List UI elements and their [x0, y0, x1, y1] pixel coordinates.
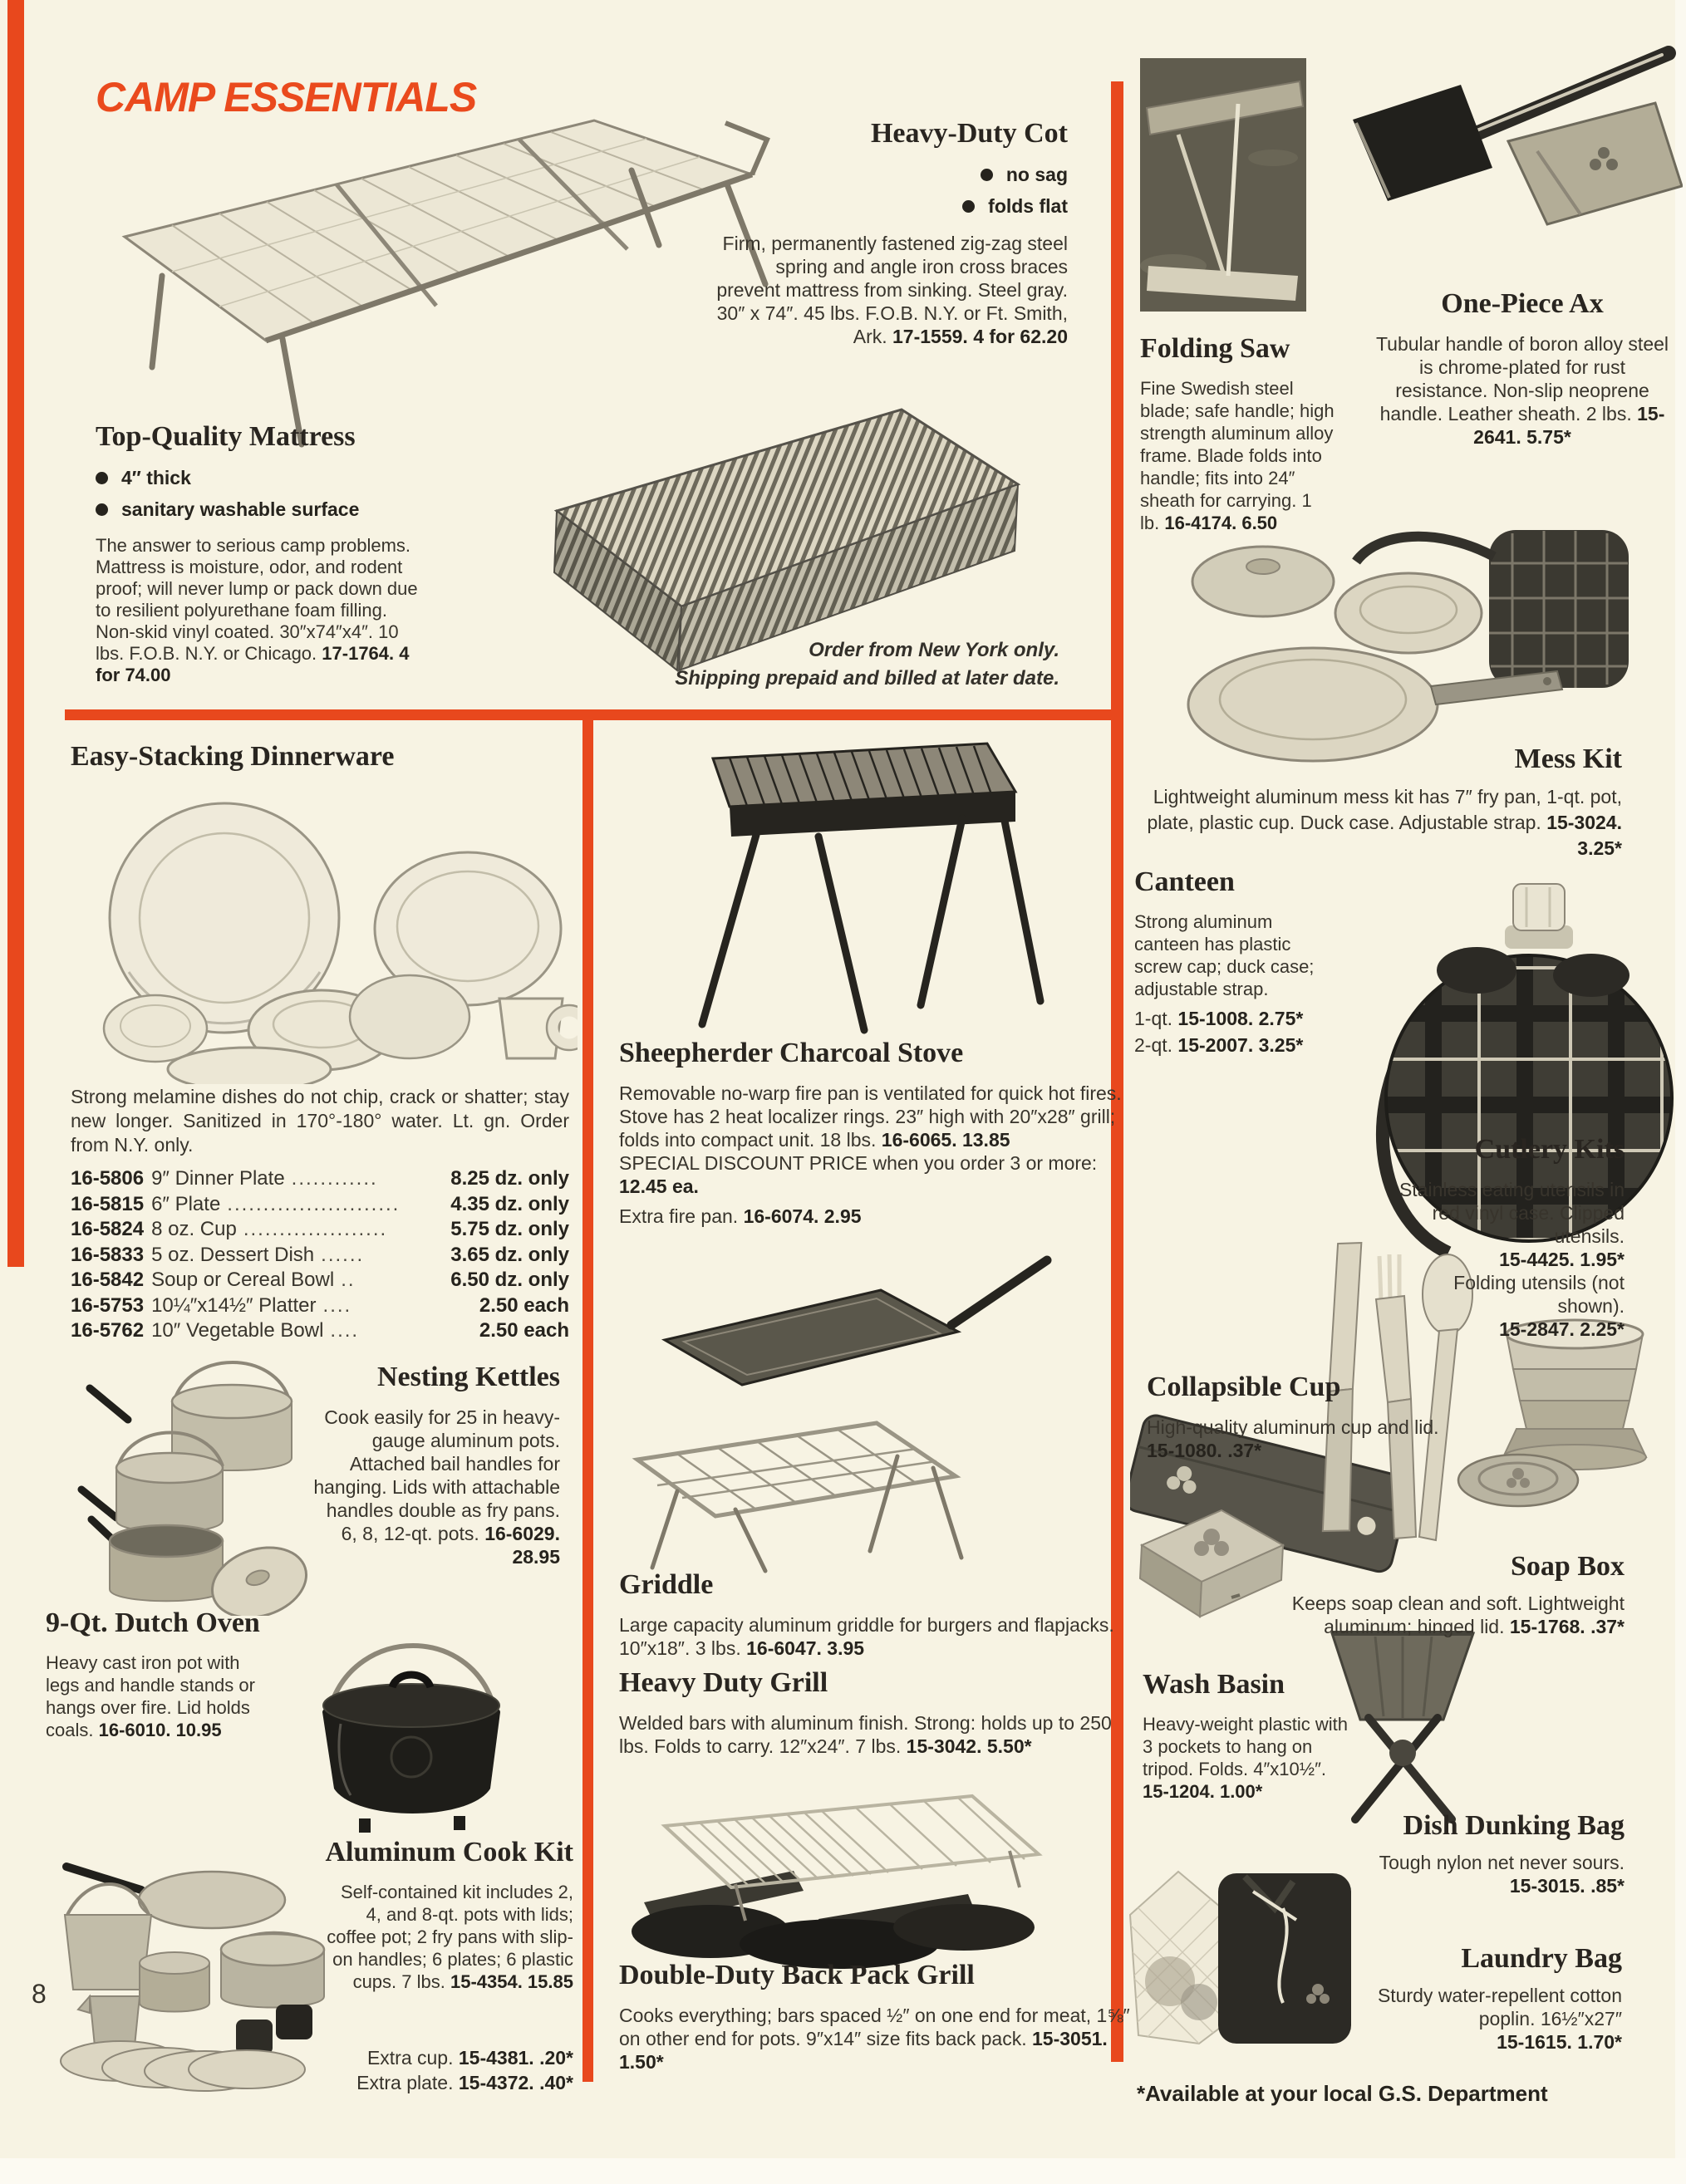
section-soap-box	[1288, 1552, 1625, 1638]
item-code-line: 15-2847. 2.25*	[1499, 1318, 1625, 1341]
section-body: Welded bars with aluminum finish. Strong: holds up to 250 lbs. Folds to carry. 12″x24″. 7 lbs. 15-3042. 5.50*	[619, 1712, 1112, 1758]
item-code-line: 15-1615. 1.70*	[1497, 2031, 1622, 2054]
section-backpack-grill	[619, 1961, 1134, 2074]
one-piece-ax-photo	[1330, 43, 1683, 292]
section-title: Dish Dunking Bag	[1403, 1810, 1625, 1841]
section-title: Nesting Kettles	[376, 1362, 560, 1392]
charcoal-stove-photo	[632, 719, 1051, 1038]
dinnerware-price-list	[71, 1166, 569, 1344]
item-code: 16-4174. 6.50	[1164, 513, 1278, 534]
price-row: 16-5833 5 oz. Dessert Dish ...... 3.65 dz. only	[71, 1243, 569, 1266]
section-title: Folding Saw	[1140, 333, 1290, 364]
section-mattress	[96, 422, 420, 686]
section-canteen	[1134, 867, 1321, 1058]
price-line: 2-qt. 15-2007. 3.25*	[1134, 1034, 1304, 1057]
item-code: 16-6047. 3.95	[746, 1637, 865, 1660]
section-body: Fine Swedish steel blade; safe handle; high strength aluminum alloy frame. Blade folds into handle; fits into 24″ sheath for carrying. 1 lb. 16-4174. 6.50	[1140, 378, 1335, 534]
item-code: 16-6029. 28.95	[484, 1523, 560, 1568]
discount-note: SPECIAL DISCOUNT PRICE when you order 3 or more: 12.45 ea.	[619, 1152, 1098, 1198]
price-row: 16-5815 6″ Plate ........................ 4.35 dz. only	[71, 1192, 569, 1215]
page-title: CAMP ESSENTIALS	[96, 74, 477, 120]
price-row: 16-5753 10¼″x14½″ Platter .... 2.50 each	[71, 1293, 569, 1317]
item-code: 15-4372. .40*	[458, 2072, 573, 2093]
section-title: Heavy Duty Grill	[619, 1667, 828, 1698]
item-code: 15-2641. 5.75*	[1473, 403, 1665, 449]
mattress-order-note: Order from New York only. Shipping prepaid and billed at later date.	[675, 639, 1059, 690]
section-one-piece-ax	[1373, 289, 1672, 449]
item-code: 15-4354. 15.85	[450, 1971, 573, 1993]
section-dutch-oven	[46, 1608, 278, 1741]
section-collapsible-cup	[1147, 1372, 1448, 1462]
price-row: 16-5824 8 oz. Cup .................... 5.75 dz. only	[71, 1218, 569, 1240]
folding-saw-photo	[1140, 58, 1306, 312]
price-row: 16-5842 Soup or Cereal Bowl .. 6.50 dz. only	[71, 1269, 569, 1291]
item-code-line: 15-1204. 1.00*	[1143, 1781, 1263, 1803]
section-title: Wash Basin	[1143, 1669, 1285, 1700]
section-title: Top-Quality Mattress	[96, 421, 356, 452]
section-title: One-Piece Ax	[1441, 288, 1604, 319]
section-body: Cook easily for 25 in heavy-gauge aluminum pots. Attached bail handles for hanging. Lids with attachable handles double as fry pans. 6, 8, 12-qt. pots. 16-6029. 28.95	[313, 1406, 560, 1568]
cook-kit-extras	[274, 2045, 573, 2095]
section-title: Soap Box	[1511, 1551, 1625, 1582]
item-code: 16-6065. 13.85	[881, 1129, 1010, 1151]
section-body: Tubular handle of boron alloy steel is chrome-plated for rust resistance. Non-slip neoprene handle. Leather sheath. 2 lbs. 15-2641. 5.75*	[1375, 333, 1669, 449]
price-line: Extra plate. 15-4372. .40*	[356, 2072, 573, 2093]
left-edge-stripe	[7, 0, 24, 1267]
section-body: Sturdy water-repellent cotton poplin. 16½″x27″	[1377, 1985, 1622, 2030]
bullet-item: 4″ thick	[96, 465, 420, 490]
item-code: 15-3051. 1.50*	[619, 2028, 1108, 2074]
mess-kit-photo	[1163, 523, 1637, 764]
bullet-item: folds flat	[715, 194, 1068, 218]
section-body: Strong aluminum canteen has plastic screw cap; duck case; adjustable strap.	[1134, 911, 1315, 1000]
item-code: 15-1008. 2.75*	[1177, 1008, 1304, 1030]
backpack-grill-photo	[619, 1778, 1059, 1973]
price-line: 1-qt. 15-1008. 2.75*	[1134, 1008, 1304, 1030]
price-row: 16-5806 9″ Dinner Plate ............ 8.25 dz. only	[71, 1167, 569, 1190]
item-code-line: 15-4425. 1.95*	[1499, 1249, 1625, 1271]
section-title: Cutlery Kits	[1474, 1134, 1625, 1165]
middle-column-divider	[582, 709, 593, 2082]
item-code: 17-1559. 4 for 62.20	[892, 326, 1068, 348]
item-code: 15-3042. 5.50*	[906, 1735, 1032, 1758]
mattress-bullets	[96, 465, 420, 522]
bullet-item: no sag	[715, 162, 1068, 187]
item-code: 16-6010. 10.95	[98, 1720, 222, 1741]
laundry-and-dish-bags-photo	[1120, 1857, 1365, 2056]
section-title: Collapsible Cup	[1147, 1372, 1341, 1402]
section-body: Firm, permanently fastened zig-zag steel spring and angle iron cross braces prevent mattress from sinking. Steel gray. 30″ x 74″. 45 lbs. F.O.B. N.Y. or Ft. Smith, Ark. 17-1559. 4 for 62.20	[716, 233, 1068, 348]
section-title: Heavy-Duty Cot	[870, 118, 1068, 149]
dinnerware-photo	[79, 781, 578, 1084]
griddle-and-grill-photo	[602, 1242, 1059, 1574]
section-body: Heavy cast iron pot with legs and handle stands or hangs over fire. Lid holds coals. 16-6010. 10.95	[46, 1652, 255, 1741]
section-body: Folding utensils (not shown).	[1453, 1272, 1625, 1318]
section-title: 9-Qt. Dutch Oven	[46, 1607, 260, 1638]
section-nesting-kettles	[309, 1362, 560, 1568]
cot-bullets	[715, 162, 1068, 218]
nesting-kettles-photo	[66, 1342, 324, 1616]
section-griddle	[619, 1570, 1134, 1660]
item-code-line: 15-3015. .85*	[1509, 1875, 1625, 1897]
section-title: Laundry Bag	[1461, 1943, 1622, 1974]
section-body: Cooks everything; bars spaced ½″ on one end for meat, 1⅝″ on other end for pots. 9″x14″ size fits back pack. 15-3051. 1.50*	[619, 2005, 1130, 2074]
dutch-oven-photo	[299, 1632, 523, 1836]
section-body: Tough nylon net never sours.	[1379, 1852, 1625, 1874]
section-body: Keeps soap clean and soft. Lightweight aluminum; hinged lid. 15-1768. .37*	[1291, 1593, 1625, 1638]
section-body: The answer to serious camp problems. Mattress is moisture, odor, and rodent proof; will never lump or pack down due to resilient polyurethane foam filling. Non-skid vinyl coated. 30″x74″x4″. 10 lbs. F.O.B. N.Y. or Chicago. 17-1764. 4 for 74.00	[96, 535, 418, 686]
item-code: 15-3024. 3.25*	[1546, 812, 1622, 860]
item-code: 15-2007. 3.25*	[1177, 1034, 1304, 1057]
section-title: Canteen	[1134, 866, 1235, 897]
page-number: 8	[32, 1979, 47, 2009]
section-title: Mess Kit	[1514, 744, 1622, 774]
item-code: 17-1764. 4 for 74.00	[96, 643, 410, 686]
section-body: High-quality aluminum cup and lid. 15-1080. .37*	[1147, 1416, 1439, 1462]
bottom-page-edge	[0, 2158, 1686, 2184]
section-cutlery-kits	[1396, 1135, 1625, 1341]
section-body: Large capacity aluminum griddle for burgers and flapjacks. 10″x18″. 3 lbs. 16-6047. 3.95	[619, 1614, 1114, 1660]
section-dish-dunking-bag	[1375, 1811, 1625, 1897]
item-code: 16-6074. 2.95	[743, 1205, 862, 1228]
section-wash-basin	[1143, 1670, 1350, 1803]
section-title: Double-Duty Back Pack Grill	[619, 1960, 975, 1990]
section-title-dinnerware: Easy-Stacking Dinnerware	[71, 741, 395, 772]
section-body: Stainless eating utensils in red vinyl case. Clipped utensils.	[1398, 1179, 1625, 1248]
section-folding-saw	[1140, 334, 1335, 534]
price-line: Extra cup. 15-4381. .20*	[366, 2047, 573, 2069]
section-title: Aluminum Cook Kit	[325, 1837, 573, 1867]
section-charcoal-stove	[619, 1038, 1128, 1228]
section-body: Self-contained kit includes 2, 4, and 8-qt. pots with lids; coffee pot; 2 fry pans with slip-on handles; 6 plates; 6 plastic cups. 7 lbs. 15-4354. 15.85	[327, 1882, 573, 1993]
section-title: Griddle	[619, 1569, 714, 1600]
section-body: Lightweight aluminum mess kit has 7″ fry pan, 1-qt. pot, plate, plastic cup. Duck case. Adjustable strap. 15-3024. 3.25*	[1147, 786, 1622, 860]
section-heavy-duty-grill	[619, 1668, 1134, 1758]
soap-box-photo	[1123, 1485, 1298, 1635]
section-title: Sheepherder Charcoal Stove	[619, 1038, 964, 1068]
extra-fire-pan-line: Extra fire pan. 16-6074. 2.95	[619, 1205, 862, 1228]
section-mess-kit	[1128, 744, 1622, 861]
price-row: 16-5762 10″ Vegetable Bowl .... 2.50 each	[71, 1319, 569, 1342]
section-body: Heavy-weight plastic with 3 pockets to hang on tripod. Folds. 4″x10½″.	[1143, 1714, 1348, 1780]
section-body: Removable no-warp fire pan is ventilated for quick hot fires. Stove has 2 heat localizer rings. 23″ high with 20″x28″ grill; folds into compact unit. 18 lbs. 16-6065. 13.85	[619, 1082, 1122, 1151]
dinnerware-body: Strong melamine dishes do not chip, crack or shatter; stay new longer. Sanitized in 170°-180° water. Lt. gn. Order from N.Y. only.	[71, 1086, 569, 1156]
item-code: 15-4381. .20*	[458, 2047, 573, 2069]
item-code: 15-1768. .37*	[1509, 1616, 1625, 1638]
section-cook-kit	[303, 1838, 573, 1993]
bullet-item: sanitary washable surface	[96, 497, 420, 522]
availability-footnote: *Available at your local G.S. Department	[1137, 2081, 1548, 2106]
section-heavy-duty-cot	[715, 119, 1068, 348]
section-laundry-bag	[1354, 1944, 1622, 2054]
item-code: 15-1080. .37*	[1147, 1440, 1262, 1462]
